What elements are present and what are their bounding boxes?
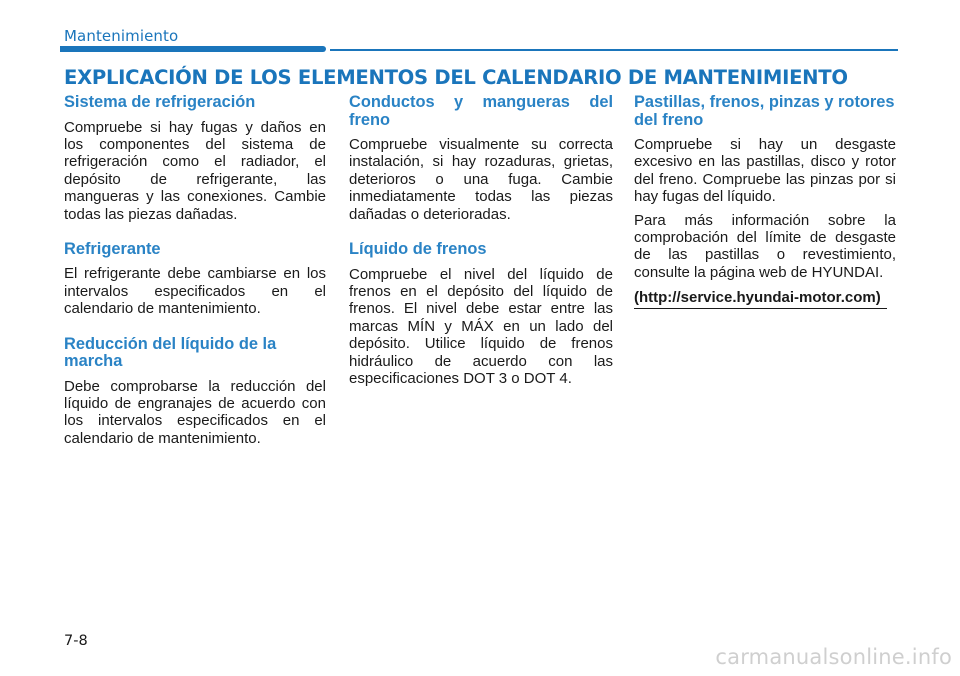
column-3 [634,94,896,309]
heading-pastillas-frenos: Pastillas, frenos, pinzas y rotores del freno [634,93,895,129]
column-2 [349,94,613,393]
heading-refrigerante: Refrigerante [64,239,161,258]
paragraph-sistema-refrigeracion: Compruebe si hay fugas y daños en los componentes del sistema de refrigeración como el radiador, el depósito de refrigerante, las mangueras y las conexiones. Cambie todas las piezas dañadas. [64,118,326,223]
heading-reduccion-liquido: Reducción del líquido de la marcha [64,334,277,371]
paragraph-pastillas-frenos-2: Para más información sobre la comprobación del límite de desgaste de las pastillas o revestimiento, consulte la página web de HYUNDAI. [634,211,896,281]
paragraph-pastillas-frenos-1: Compruebe si hay un desgaste excesivo en las pastillas, disco y rotor del freno. Compruebe las pinzas por si hay fugas del líquido. [634,136,896,206]
watermark: carmanualsonline.info [715,645,952,669]
paragraph-liquido-frenos: Compruebe el nivel del líquido de frenos en el depósito del líquido de frenos. El nivel debe estar entre las marcas MÍN y MÁX en un lado del depósito. Utilice líquido de frenos hidráulico de acuerdo con las especificaciones DOT 3 o DOT 4. [349,265,613,387]
service-website-link[interactable]: (http://service.hyundai-motor.com) [634,289,887,308]
heading-liquido-frenos: Líquido de frenos [349,240,487,259]
section-label: Mantenimiento [64,27,179,45]
column-1 [64,94,326,453]
paragraph-refrigerante: El refrigerante debe cambiarse en los intervalos especificados en el calendario de mantenimiento. [64,265,326,318]
heading-sistema-refrigeracion: Sistema de refrigeración [64,93,256,111]
header-rule-thick [60,46,326,52]
header-rule-thin [330,49,898,51]
paragraph-reduccion-liquido: Debe comprobarse la reducción del líquido de engranajes de acuerdo con los intervalos especificados en el calendario de mantenimiento. [64,377,326,447]
page-title: EXPLICACIÓN DE LOS ELEMENTOS DEL CALENDARIO DE MANTENIMIENTO [64,66,848,89]
page-number: 7-8 [64,633,88,649]
heading-conductos-mangueras: Conductos y mangueras del freno [349,93,613,129]
paragraph-conductos-mangueras: Compruebe visualmente su correcta instalación, si hay rozaduras, grietas, deterioros o una fuga. Cambie inmediatamente todas las piezas dañadas o deterioradas. [349,136,613,223]
